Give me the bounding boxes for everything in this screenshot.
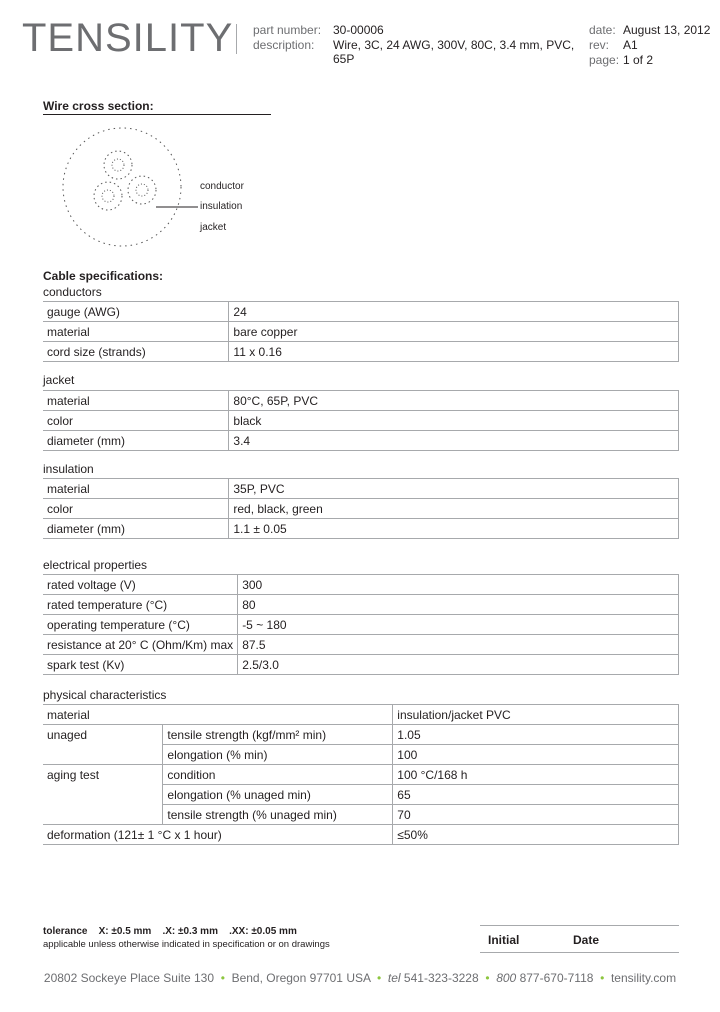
label-conductor: conductor [200, 181, 244, 192]
signoff-initial: Initial [488, 933, 520, 947]
page-label: page: [589, 53, 620, 67]
footer-bullet: • [485, 971, 490, 985]
spec-value: 80°C, 65P, PVC [229, 391, 679, 411]
spec-value: 2.5/3.0 [238, 655, 679, 675]
page-value: 1 of 2 [623, 53, 654, 67]
wire-2-conductor [102, 190, 114, 202]
phys-group: unaged [43, 725, 163, 745]
wire-3-insulation [128, 176, 156, 204]
spec-key: color [43, 411, 229, 431]
footer-tollfree: 877-670-7118 [519, 971, 594, 985]
spec-key: material [43, 322, 229, 342]
signoff-date: Date [573, 933, 600, 947]
rev-label: rev: [589, 38, 610, 52]
description-line-1: Wire, 3C, 24 AWG, 300V, 80C, 3.4 mm, PVC, [333, 38, 575, 52]
spec-value: 24 [229, 302, 679, 322]
spec-value: 11 x 0.16 [229, 342, 679, 362]
cross-section-underline [43, 114, 271, 115]
phys-key: tensile strength (kgf/mm² min) [163, 725, 393, 745]
footer-tollfree-label: 800 [496, 971, 517, 985]
table-row [43, 765, 679, 785]
spec-key: rated temperature (°C) [43, 595, 238, 615]
phys-value: insulation/jacket PVC [393, 705, 679, 725]
phys-key [163, 705, 393, 725]
wire-1-conductor [112, 159, 124, 171]
table-row [43, 635, 679, 655]
phys-key: tensile strength (% unaged min) [163, 805, 393, 825]
phys-value: 100 [393, 745, 679, 765]
spec-key: color [43, 499, 229, 519]
physical-table [43, 704, 679, 845]
description-line-2: 65P [333, 52, 355, 66]
phys-value: ≤50% [393, 825, 679, 845]
spec-key: diameter (mm) [43, 519, 229, 539]
spec-key: resistance at 20° C (Ohm/Km) max [43, 635, 238, 655]
table-row [43, 705, 679, 725]
spec-key: diameter (mm) [43, 431, 229, 451]
date-value: August 13, 2012 [623, 23, 711, 37]
footer [0, 971, 720, 985]
phys-group: aging test [43, 765, 163, 785]
table-row [43, 499, 679, 519]
spec-value: black [229, 411, 679, 431]
part-number-value: 30-00006 [333, 23, 384, 37]
table-row [43, 595, 679, 615]
wire-2-insulation [94, 182, 122, 210]
electrical-table [43, 574, 679, 675]
phys-key: elongation (% unaged min) [163, 785, 393, 805]
spec-value: 87.5 [238, 635, 679, 655]
table-row [43, 805, 679, 825]
spec-key: rated voltage (V) [43, 575, 238, 595]
table-row [43, 785, 679, 805]
spec-key: gauge (AWG) [43, 302, 229, 322]
phys-group-cont [43, 805, 163, 825]
label-insulation: insulation [200, 201, 243, 212]
spec-value: -5 ~ 180 [238, 615, 679, 635]
phys-key: deformation (121± 1 °C x 1 hour) [43, 825, 393, 845]
table-row [43, 745, 679, 765]
wire-3-conductor [136, 184, 148, 196]
wire-1-insulation [104, 151, 132, 179]
tolerance-xxx: .XX: ±0.05 mm [229, 926, 297, 937]
spec-key: material [43, 479, 229, 499]
footer-tel-label: tel [387, 971, 401, 985]
tolerance-note: applicable unless otherwise indicated in specification or on drawings [43, 939, 330, 950]
table-row [43, 519, 679, 539]
phys-key: elongation (% min) [163, 745, 393, 765]
table-row [43, 342, 679, 362]
signoff-bottom-line [480, 952, 679, 953]
phys-key: material [43, 705, 163, 725]
phys-value: 100 °C/168 h [393, 765, 679, 785]
footer-tel: 541-323-3228 [403, 971, 479, 985]
spec-value: red, black, green [229, 499, 679, 519]
table-row [43, 391, 679, 411]
footer-bullet: • [600, 971, 605, 985]
spec-value: bare copper [229, 322, 679, 342]
table-row [43, 825, 679, 845]
jacket-label: jacket [43, 373, 75, 387]
header-divider [236, 24, 237, 54]
spec-key: cord size (strands) [43, 342, 229, 362]
spec-value: 3.4 [229, 431, 679, 451]
conductors-table [43, 301, 679, 362]
table-row [43, 615, 679, 635]
cross-section-title: Wire cross section: [43, 99, 154, 113]
date-label: date: [589, 23, 616, 37]
phys-value: 1.05 [393, 725, 679, 745]
company-logo: TENSILITY [22, 16, 234, 60]
footer-address: 20802 Sockeye Place Suite 130 [43, 971, 215, 985]
spec-key: material [43, 391, 229, 411]
footer-bullet: • [220, 971, 225, 985]
spec-key: operating temperature (°C) [43, 615, 238, 635]
table-row [43, 575, 679, 595]
spec-value: 35P, PVC [229, 479, 679, 499]
specs-title: Cable specifications: [43, 269, 164, 283]
label-jacket: jacket [200, 222, 227, 233]
signoff-top-line [480, 925, 679, 926]
physical-label: physical characteristics [43, 688, 167, 702]
footer-bullet: • [377, 971, 382, 985]
electrical-label: electrical properties [43, 558, 148, 572]
table-row [43, 431, 679, 451]
spec-value: 80 [238, 595, 679, 615]
table-row [43, 302, 679, 322]
spec-key: spark test (Kv) [43, 655, 238, 675]
phys-group-cont [43, 785, 163, 805]
tolerance-label: tolerance [43, 926, 88, 937]
rev-value: A1 [623, 38, 638, 52]
tolerance-xx: .X: ±0.3 mm [162, 926, 218, 937]
jacket-table [43, 390, 679, 451]
table-row [43, 725, 679, 745]
spec-value: 300 [238, 575, 679, 595]
insulation-label: insulation [43, 462, 94, 476]
tolerance-x: X: ±0.5 mm [98, 926, 152, 937]
insulation-table [43, 478, 679, 539]
phys-value: 65 [393, 785, 679, 805]
footer-city: Bend, Oregon 97701 USA [231, 971, 371, 985]
jacket-outline [63, 128, 181, 246]
table-row [43, 322, 679, 342]
conductors-label: conductors [43, 285, 102, 299]
phys-key: condition [163, 765, 393, 785]
spec-value: 1.1 ± 0.05 [229, 519, 679, 539]
table-row [43, 655, 679, 675]
footer-web-link[interactable]: tensility.com [610, 971, 677, 985]
part-number-label: part number: [253, 23, 322, 37]
phys-group-cont [43, 745, 163, 765]
table-row [43, 479, 679, 499]
description-label: description: [253, 38, 315, 52]
tolerance-line [43, 926, 297, 937]
phys-value: 70 [393, 805, 679, 825]
table-row [43, 411, 679, 431]
